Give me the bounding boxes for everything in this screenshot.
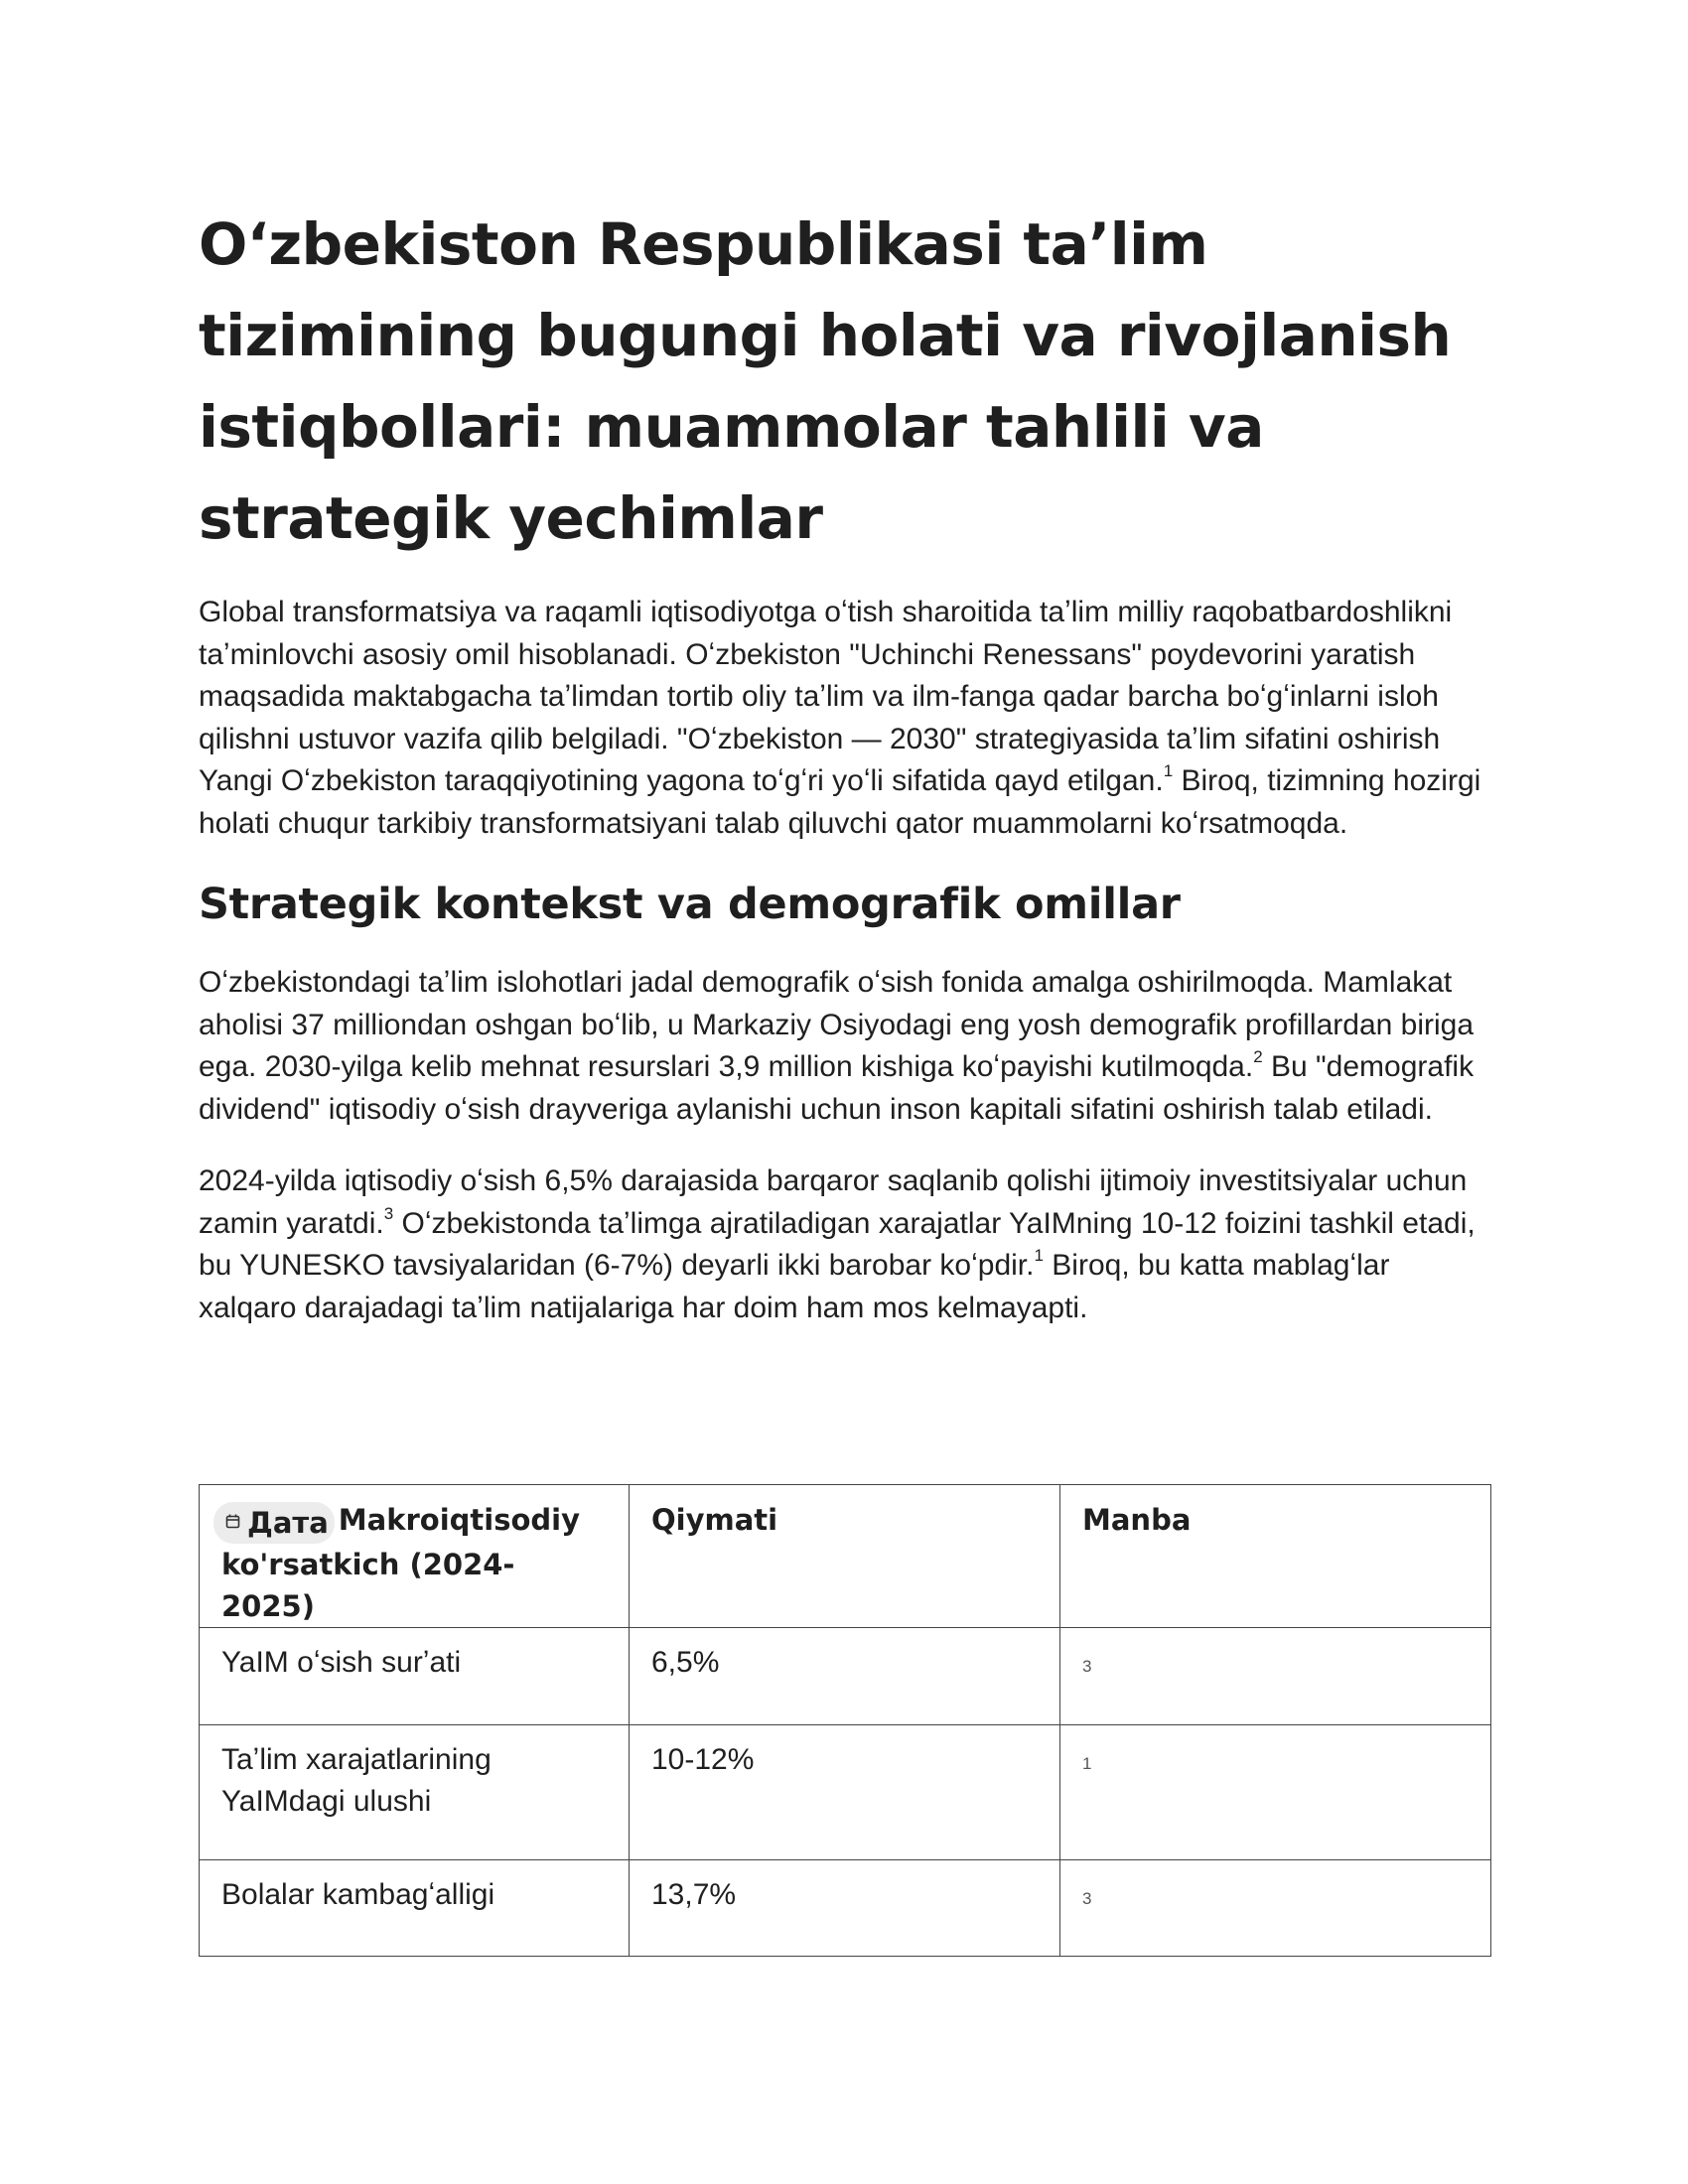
table-header-row — [200, 1485, 1491, 1628]
indicator-cell: YaIM oʻsish surʼati — [200, 1627, 630, 1724]
intro-paragraph — [199, 592, 1489, 845]
footnote-ref[interactable]: 1 — [1163, 761, 1174, 780]
value-cell: 6,5% — [630, 1627, 1060, 1724]
source-cell — [1060, 1859, 1491, 1956]
macro-indicators-table — [199, 1484, 1491, 1957]
document-page — [199, 199, 1489, 1911]
intro-text-part-2: Biroq, tizimning hozirgi holati chuqur tarkibiy transformatsiyani talab qiluvchi qator muammolarni koʻrsatmoqda. — [199, 764, 1481, 840]
table-header-value: Qiymati — [630, 1485, 1060, 1628]
table-row — [200, 1724, 1491, 1859]
source-footnote-ref[interactable]: 3 — [1082, 1656, 1092, 1676]
value-cell: 13,7% — [630, 1859, 1060, 1956]
document-title: O‘zbekiston Respublikasi ta’lim tizimining bugungi holati va rivojlanish istiqbollari: muammolar tahlili va strategik yechimlar — [199, 210, 1452, 552]
footnote-ref[interactable]: 1 — [1034, 1246, 1044, 1265]
body-paragraph-2 — [199, 1160, 1489, 1329]
date-chip-label: Дата — [247, 1505, 329, 1540]
footnote-ref[interactable]: 2 — [1253, 1047, 1263, 1066]
indicator-cell: Taʼlim xarajatlarining YaIMdagi ulushi — [200, 1724, 630, 1859]
table-header-source: Manba — [1060, 1485, 1491, 1628]
indicator-cell: Bolalar kambagʻalligi — [200, 1859, 630, 1956]
source-footnote-ref[interactable]: 3 — [1082, 1888, 1092, 1908]
header-indicator-label: Makroiqtisodiy ko'rsatkich (2024-2025) — [221, 1503, 581, 1623]
section-heading: Strategik kontekst va demografik omillar — [199, 880, 1181, 929]
intro-text-part-1: Global transformatsiya va raqamli iqtisodiyotga oʻtish sharoitida taʼlim milliy raqobatbardoshlikni taʼminlovchi asosiy omil hisoblanadi. Oʻzbekiston "Uchinchi Renessans" poydevorini yaratish maqsadida maktabgacha taʼlimdan tortib oliy taʼlim va ilm-fanga qadar barcha boʻgʻinlarni isloh qilishni ustuvor vazifa qilib belgiladi. "Oʻzbekiston — 2030" strategiyasida taʼlim sifatini oshirish Yangi Oʻzbekiston taraqqiyotining yagona toʻgʻri yoʻli sifatida qayd etilgan. — [199, 596, 1453, 797]
paragraph-2-text-part-2: Oʻzbekistonda taʼlimga ajratiladigan xarajatlar YaIMning 10-12 foizini tashkil etadi, bu YUNESKO tavsiyalaridan (6-7%) deyarli ikki barobar koʻpdir. — [199, 1206, 1476, 1282]
table-header-indicator — [200, 1485, 630, 1628]
paragraph-2-text-part-3: Biroq, bu katta mablagʻlar xalqaro darajadagi taʼlim natijalariga har doim ham mos kelmayapti. — [199, 1249, 1390, 1324]
calendar-icon — [225, 1514, 240, 1529]
date-chip[interactable] — [213, 1502, 335, 1544]
table-row — [200, 1859, 1491, 1956]
paragraph-2-text-part-1: 2024-yilda iqtisodiy oʻsish 6,5% darajasida barqaror saqlanib qolishi ijtimoiy investitsiyalar uchun zamin yaratdi. — [199, 1164, 1468, 1240]
body-paragraph-1 — [199, 962, 1489, 1131]
paragraph-1-text-part-2: Bu "demografik dividend" iqtisodiy oʻsish drayveriga aylanishi uchun inson kapitali sifatini oshirish talab etiladi. — [199, 1050, 1475, 1126]
source-cell — [1060, 1627, 1491, 1724]
source-cell — [1060, 1724, 1491, 1859]
footnote-ref[interactable]: 3 — [383, 1203, 394, 1223]
source-footnote-ref[interactable]: 1 — [1082, 1753, 1092, 1773]
paragraph-1-text-part-1: Oʻzbekistondagi taʼlim islohotlari jadal demografik oʻsish fonida amalga oshirilmoqda. Mamlakat aholisi 37 milliondan oshgan boʻlib, u Markaziy Osiyodagi eng yosh demografik profillardan biriga ega. 2030-yilga kelib mehnat resurslari 3,9 million kishiga koʻpayishi kutilmoqda. — [199, 966, 1475, 1083]
value-cell: 10-12% — [630, 1724, 1060, 1859]
table-row — [200, 1627, 1491, 1724]
